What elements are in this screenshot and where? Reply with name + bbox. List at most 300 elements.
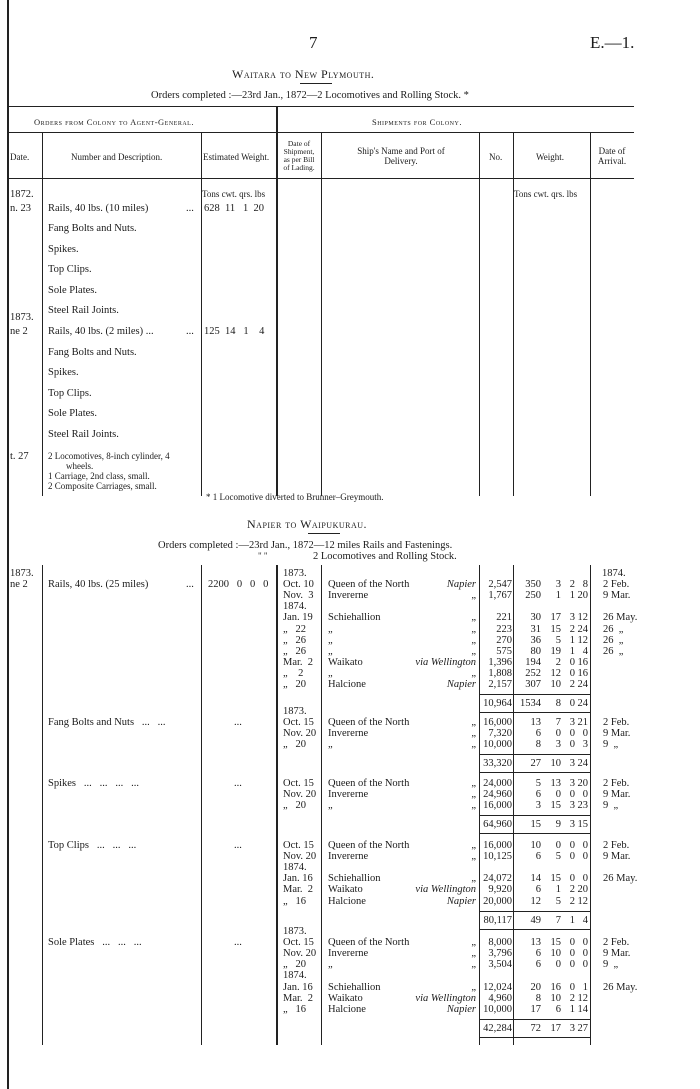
item-description: Spikes. xyxy=(48,367,79,378)
col-rule xyxy=(321,132,322,496)
weight-value: 20 xyxy=(577,590,588,602)
arrival-date: 2 Feb. xyxy=(603,937,630,949)
weight-value: 10 xyxy=(550,679,561,690)
bill-no: 16,000 xyxy=(483,840,512,851)
weight-value: 0 xyxy=(555,959,561,971)
order-year: 1873. xyxy=(10,568,34,579)
ship-name: „ xyxy=(328,739,333,751)
weight-value: 1 xyxy=(569,1003,575,1015)
orders-completed-line: Orders completed :—23rd Jan., 1872—2 Locomotives and Rolling Stock. * xyxy=(151,90,469,101)
bill-no: 221 xyxy=(496,612,512,624)
arrival-date: 2 Feb. xyxy=(603,778,630,789)
arrival-date: 9 Mar. xyxy=(603,728,631,740)
units-heading: Tons cwt. qrs. lbs xyxy=(514,189,578,199)
arrival-date: 26 „ xyxy=(603,634,624,646)
col-rule xyxy=(513,132,514,496)
units-heading: Tons cwt. qrs. lbs xyxy=(202,189,266,199)
weight-value: 12 xyxy=(530,895,541,907)
weight-value: 20 xyxy=(577,884,588,896)
arrival-date: 2 Feb. xyxy=(603,579,630,591)
total-no: 42,284 xyxy=(483,1022,512,1034)
weight-value: 0 xyxy=(555,728,561,740)
bill-no: 270 xyxy=(496,634,512,646)
weight-value: 1 xyxy=(555,590,561,602)
bill-no: 1,808 xyxy=(488,667,512,679)
page-reference: E.—1. xyxy=(590,33,635,52)
estimated-weight: ... xyxy=(234,778,242,789)
row-date: 1873. xyxy=(10,312,34,323)
ship-name: Queen of the North xyxy=(328,717,410,729)
port: „ xyxy=(471,800,476,812)
shipment-date: Oct. 15 xyxy=(283,717,314,729)
bill-no: 3,504 xyxy=(488,959,512,971)
total-bottom-rule xyxy=(480,833,590,834)
weight-value: 2 xyxy=(569,895,575,907)
shipment-date: Nov. 20 xyxy=(283,728,317,740)
weight-value: 2 xyxy=(569,992,575,1004)
port: „ xyxy=(471,937,476,949)
weight-value: 0 xyxy=(569,739,575,751)
weight-value: 13 xyxy=(530,937,541,949)
item-description: Fang Bolts and Nuts. xyxy=(48,347,137,358)
port: „ xyxy=(471,851,476,863)
weight-value: 307 xyxy=(525,679,541,690)
item-description: Rails, 40 lbs. (2 miles) ... xyxy=(48,326,154,337)
weight-value: 6 xyxy=(555,1003,561,1015)
total-no: 33,320 xyxy=(483,758,512,770)
weight-value: 6 xyxy=(535,948,541,960)
total-rule xyxy=(480,754,590,755)
arrival-date: 9 Mar. xyxy=(603,590,631,602)
estimated-weight: 2200 0 0 0 xyxy=(208,579,269,591)
weight-value: 10 xyxy=(550,948,561,960)
bill-no: 223 xyxy=(496,623,512,635)
item-description: Top Clips. xyxy=(48,264,92,275)
bill-no: 575 xyxy=(496,645,512,657)
weight-value: 0 xyxy=(569,959,575,971)
arrival-year: 1874. xyxy=(602,568,626,579)
weight-value: 20 xyxy=(530,981,541,993)
weight-value: 2 xyxy=(569,579,575,591)
estimated-weight: ... xyxy=(234,937,242,949)
weight-value: 0 xyxy=(582,851,588,863)
item-description-line: 2 Composite Carriages, small. xyxy=(48,481,157,491)
order-date: ne 2 xyxy=(10,579,28,590)
weight-value: 3 xyxy=(535,800,541,812)
weight-value: 0 xyxy=(555,840,561,851)
bill-no: 12,024 xyxy=(483,981,512,993)
col-rule-main xyxy=(276,565,278,1045)
ship-name: Invererne xyxy=(328,948,369,960)
total-weight: 27 xyxy=(577,1022,588,1034)
shipment-date: Jan. 16 xyxy=(283,873,313,885)
total-weight: 8 xyxy=(555,698,561,710)
port: via Wellington xyxy=(415,656,476,668)
item-description: Spikes. xyxy=(48,244,79,255)
orders-ditto: " " xyxy=(258,551,268,561)
item-description: Sole Plates. xyxy=(48,408,97,419)
total-bottom-rule xyxy=(480,712,590,713)
port: „ xyxy=(471,623,476,635)
total-bottom-rule xyxy=(480,772,590,773)
weight-value: 31 xyxy=(530,623,541,635)
weight-value: 0 xyxy=(555,789,561,801)
weight-value: 0 xyxy=(582,948,588,960)
ship-name: Schiehallion xyxy=(328,981,381,993)
port: via Wellington xyxy=(415,992,476,1004)
arrival-date: 9 Mar. xyxy=(603,948,631,960)
shipment-date: Nov. 20 xyxy=(283,789,317,801)
col-header-shipment-date: Date of Shipment, as per Bill of Lading. xyxy=(283,139,315,172)
ship-name: Halcione xyxy=(328,1003,366,1015)
ship-name: Queen of the North xyxy=(328,840,410,851)
weight-value: 36 xyxy=(530,634,541,646)
weight-value: 2 xyxy=(569,623,575,635)
bill-no: 10,000 xyxy=(483,739,512,751)
weight-value: 194 xyxy=(525,656,541,668)
shipment-date: Oct. 15 xyxy=(283,937,314,949)
item-description: Top Clips ... ... ... xyxy=(48,840,137,851)
weight-value: 23 xyxy=(577,800,588,812)
weight-value: 15 xyxy=(550,623,561,635)
total-weight: 49 xyxy=(530,914,541,926)
weight-value: 0 xyxy=(569,937,575,949)
total-weight: 1 xyxy=(569,914,575,926)
left-group-header: Orders from Colony to Agent-General. xyxy=(34,117,194,127)
weight-value: 8 xyxy=(582,579,588,591)
port: „ xyxy=(471,959,476,971)
row-date: t. 27 xyxy=(10,451,29,462)
weight-value: 15 xyxy=(550,873,561,885)
total-weight: 24 xyxy=(577,698,588,710)
total-no: 64,960 xyxy=(483,819,512,831)
orders-completed-line2: 2 Locomotives and Rolling Stock. xyxy=(313,551,457,562)
shipment-date: Mar. 2 xyxy=(283,656,314,668)
arrival-date: 2 Feb. xyxy=(603,840,630,851)
weight-value: 3 xyxy=(555,579,561,591)
weight-value: 3 xyxy=(569,800,575,812)
weight-value: 0 xyxy=(582,873,588,885)
shipment-date: 1873. xyxy=(283,706,307,717)
bill-no: 2,547 xyxy=(488,579,512,591)
bill-no: 16,000 xyxy=(483,717,512,729)
total-weight: 27 xyxy=(530,758,541,770)
weight-value: 12 xyxy=(550,667,561,679)
weight-value: 252 xyxy=(525,667,541,679)
total-rule xyxy=(480,815,590,816)
shipment-date: „ 16 xyxy=(283,895,307,907)
arrival-date: 9 Mar. xyxy=(603,851,631,863)
arrival-date: 9 „ xyxy=(603,959,619,971)
weight-value: 3 xyxy=(569,717,575,729)
col-header-date: Date. xyxy=(10,152,30,162)
shipment-date: „ 16 xyxy=(283,1003,307,1015)
weight-value: 1 xyxy=(569,590,575,602)
bill-no: 2,157 xyxy=(488,679,512,690)
weight-value: 17 xyxy=(550,612,561,624)
port: Napier xyxy=(446,579,476,591)
total-weight: 10 xyxy=(550,758,561,770)
col-rule-main xyxy=(276,106,278,496)
port: Napier xyxy=(446,1003,476,1015)
bill-no: 3,796 xyxy=(488,948,512,960)
port: „ xyxy=(471,948,476,960)
total-rule xyxy=(480,694,590,695)
arrival-date: 9 „ xyxy=(603,800,619,812)
weight-value: 0 xyxy=(582,959,588,971)
weight-value: 0 xyxy=(569,728,575,740)
weight-value: 19 xyxy=(550,645,561,657)
port: „ xyxy=(471,728,476,740)
weight-value: 1 xyxy=(555,884,561,896)
item-description: Spikes ... ... ... ... xyxy=(48,778,140,789)
weight-value: 5 xyxy=(535,778,541,789)
col-rule xyxy=(42,132,43,496)
item-description: Sole Plates. xyxy=(48,285,97,296)
port: „ xyxy=(471,634,476,646)
weight-value: 3 xyxy=(582,739,588,751)
col-rule xyxy=(479,132,480,496)
ship-name: Halcione xyxy=(328,679,366,690)
shipment-date: Oct. 15 xyxy=(283,778,314,789)
total-weight: 3 xyxy=(569,758,575,770)
arrival-date: 26 „ xyxy=(603,623,624,635)
weight-value: 1 xyxy=(582,981,588,993)
weight-value: 80 xyxy=(530,645,541,657)
weight-value: 12 xyxy=(577,895,588,907)
weight-value: 7 xyxy=(555,717,561,729)
weight-value: 14 xyxy=(577,1003,588,1015)
weight-value: 10 xyxy=(530,840,541,851)
weight-value: 3 xyxy=(569,612,575,624)
weight-value: 0 xyxy=(582,789,588,801)
weight-value: 24 xyxy=(577,679,588,690)
port: „ xyxy=(471,873,476,885)
weight-value: 3 xyxy=(555,739,561,751)
port: „ xyxy=(471,612,476,624)
estimated-weight: 125 14 1 4 xyxy=(204,326,265,337)
page-binding-rule xyxy=(7,0,9,1089)
weight-value: 5 xyxy=(555,634,561,646)
weight-value: 15 xyxy=(550,937,561,949)
total-weight: 24 xyxy=(577,758,588,770)
port: via Wellington xyxy=(415,884,476,896)
col-header-ship-name: Ship's Name and Port of Delivery. xyxy=(357,146,445,166)
bill-no: 10,000 xyxy=(483,1003,512,1015)
weight-value: 12 xyxy=(577,992,588,1004)
total-weight: 7 xyxy=(555,914,561,926)
shipment-date: „ 2 xyxy=(283,667,304,679)
ship-name: Schiehallion xyxy=(328,612,381,624)
col-rule xyxy=(201,132,202,496)
col-rule xyxy=(590,565,591,1045)
ship-name: „ xyxy=(328,800,333,812)
weight-value: 6 xyxy=(535,884,541,896)
shipment-date: Mar. 2 xyxy=(283,884,314,896)
total-weight: 15 xyxy=(577,819,588,831)
shipment-date: „ 20 xyxy=(283,739,307,751)
ship-name: Queen of the North xyxy=(328,937,410,949)
bill-no: 4,960 xyxy=(488,992,512,1004)
item-description-line: 1 Carriage, 2nd class, small. xyxy=(48,471,150,481)
footnote: * 1 Locomotive diverted to Brunner–Greymouth. xyxy=(206,492,384,502)
weight-value: 13 xyxy=(530,717,541,729)
col-header-estimated-weight: Estimated Weight. xyxy=(203,152,270,162)
weight-value: 0 xyxy=(569,840,575,851)
total-weight: 17 xyxy=(550,1022,561,1034)
col-rule xyxy=(201,565,202,1045)
weight-value: 0 xyxy=(569,948,575,960)
ship-name: Invererne xyxy=(328,590,369,602)
weight-value: 5 xyxy=(555,895,561,907)
weight-value: 2 xyxy=(569,884,575,896)
ship-name: „ xyxy=(328,634,333,646)
item-description-line: wheels. xyxy=(66,461,94,471)
bill-no: 20,000 xyxy=(483,895,512,907)
item-description: Steel Rail Joints. xyxy=(48,305,119,316)
bill-no: 16,000 xyxy=(483,800,512,812)
port: „ xyxy=(471,789,476,801)
bill-no: 10,125 xyxy=(483,851,512,863)
weight-value: 14 xyxy=(530,873,541,885)
total-rule xyxy=(480,1019,590,1020)
port: „ xyxy=(471,981,476,993)
col-rule xyxy=(479,565,480,1045)
col-rule xyxy=(321,565,322,1045)
ship-name: Halcione xyxy=(328,895,366,907)
shipment-date: Nov. 3 xyxy=(283,590,314,602)
leader-dots: ... xyxy=(186,579,194,591)
shipment-date: 1873. xyxy=(283,568,307,579)
port: „ xyxy=(471,590,476,602)
estimated-weight: ... xyxy=(234,717,242,729)
arrival-date: 9 „ xyxy=(603,739,619,751)
item-description-line: 2 Locomotives, 8-inch cylinder, 4 xyxy=(48,451,170,461)
table-top-rule xyxy=(9,106,634,107)
ship-name: Queen of the North xyxy=(328,778,410,789)
arrival-date: 26 „ xyxy=(603,645,624,657)
item-description: Rails, 40 lbs. (10 miles) xyxy=(48,203,149,214)
total-weight: 72 xyxy=(530,1022,541,1034)
shipment-date: Oct. 10 xyxy=(283,579,314,591)
weight-value: 16 xyxy=(577,667,588,679)
weight-value: 16 xyxy=(577,656,588,668)
total-weight: 15 xyxy=(530,819,541,831)
weight-value: 2 xyxy=(555,656,561,668)
shipment-date: Mar. 2 xyxy=(283,992,314,1004)
weight-value: 0 xyxy=(569,667,575,679)
weight-value: 0 xyxy=(582,937,588,949)
arrival-date: 26 May. xyxy=(603,612,638,624)
total-weight: 9 xyxy=(555,819,561,831)
port: Napier xyxy=(446,679,476,690)
total-bottom-rule xyxy=(480,929,590,930)
weight-value: 3 xyxy=(569,778,575,789)
section-title: Napier to Waipukurau. xyxy=(247,517,368,531)
weight-value: 21 xyxy=(577,717,588,729)
weight-value: 0 xyxy=(569,656,575,668)
port: „ xyxy=(471,778,476,789)
arrival-date: 26 May. xyxy=(603,981,638,993)
row-date: 1872. xyxy=(10,189,34,200)
weight-value: 2 xyxy=(569,679,575,690)
ship-name: Invererne xyxy=(328,851,369,863)
bill-no: 24,000 xyxy=(483,778,512,789)
port: „ xyxy=(471,717,476,729)
shipment-date: Nov. 20 xyxy=(283,948,317,960)
col-header-arrival: Date of Arrival. xyxy=(597,146,627,166)
weight-value: 15 xyxy=(550,800,561,812)
bill-no: 9,920 xyxy=(488,884,512,896)
bill-no: 1,767 xyxy=(488,590,512,602)
shipment-date: 1874. xyxy=(283,601,307,613)
shipment-date: Nov. 20 xyxy=(283,851,317,863)
weight-value: 1 xyxy=(569,645,575,657)
port: „ xyxy=(471,739,476,751)
leader-dots: ... xyxy=(186,203,194,214)
bill-no: 24,960 xyxy=(483,789,512,801)
item-description: Sole Plates ... ... ... xyxy=(48,937,142,949)
shipment-date: „ 26 xyxy=(283,645,307,657)
shipment-date: „ 26 xyxy=(283,634,307,646)
shipment-date: 1874. xyxy=(283,970,307,982)
weight-value: 6 xyxy=(535,959,541,971)
weight-value: 0 xyxy=(569,981,575,993)
ship-name: Waikato xyxy=(328,884,363,896)
col-rule xyxy=(42,565,43,1045)
estimated-weight: ... xyxy=(234,840,242,851)
weight-value: 5 xyxy=(555,851,561,863)
weight-value: 8 xyxy=(535,992,541,1004)
ship-name: „ xyxy=(328,667,333,679)
weight-value: 0 xyxy=(569,873,575,885)
total-weight: 0 xyxy=(569,698,575,710)
total-bottom-rule xyxy=(480,1037,590,1038)
weight-value: 8 xyxy=(535,739,541,751)
col-header-no: No. xyxy=(489,152,503,162)
weight-value: 13 xyxy=(550,778,561,789)
ship-name: Waikato xyxy=(328,992,363,1004)
item-description: Top Clips. xyxy=(48,388,92,399)
shipment-date: Oct. 15 xyxy=(283,840,314,851)
port: Napier xyxy=(446,895,476,907)
total-rule xyxy=(480,911,590,912)
bill-no: 1,396 xyxy=(488,656,512,668)
port: „ xyxy=(471,645,476,657)
col-rule xyxy=(513,565,514,1045)
estimated-weight: 628 11 1 20 xyxy=(204,203,264,214)
shipment-date: „ 20 xyxy=(283,679,307,690)
ship-name: „ xyxy=(328,645,333,657)
port: „ xyxy=(471,840,476,851)
ship-name: Schiehallion xyxy=(328,873,381,885)
col-header-weight: Weight. xyxy=(536,152,565,162)
weight-value: 350 xyxy=(525,579,541,591)
weight-value: 0 xyxy=(569,789,575,801)
port: „ xyxy=(471,667,476,679)
total-weight: 3 xyxy=(569,819,575,831)
ship-name: „ xyxy=(328,623,333,635)
ship-name: Queen of the North xyxy=(328,579,410,591)
ship-name: Waikato xyxy=(328,656,363,668)
shipment-date: 1873. xyxy=(283,926,307,937)
weight-value: 30 xyxy=(530,612,541,624)
arrival-date: 26 May. xyxy=(603,873,638,885)
page-number: 7 xyxy=(309,33,318,52)
title-underline xyxy=(300,83,332,84)
shipment-date: „ 20 xyxy=(283,800,307,812)
weight-value: 1 xyxy=(569,634,575,646)
